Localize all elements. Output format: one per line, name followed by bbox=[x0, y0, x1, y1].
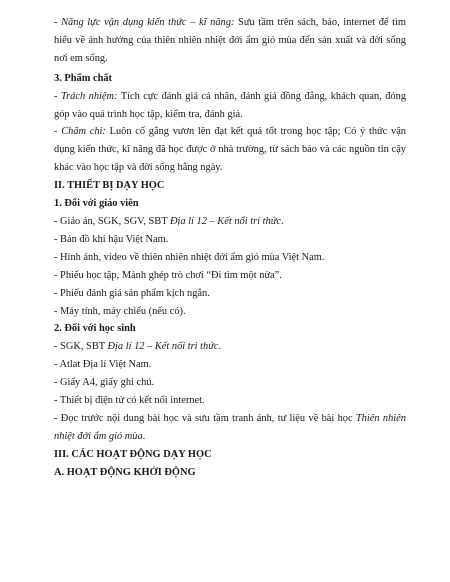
responsibility-paragraph bbox=[54, 88, 406, 124]
lesson-title: Thiên nhiên nhiệt đới ẩm gió mùa bbox=[54, 412, 406, 442]
bullet-dash: - bbox=[54, 17, 62, 28]
student-item-3: - Giấy A4, giấy ghi chú. bbox=[54, 377, 155, 389]
student-item-4: - Thiết bị điện tử có kết nối internet. bbox=[54, 395, 205, 407]
section-heading-qualities: 3. Phẩm chất bbox=[54, 72, 113, 84]
student-item-1: - SGK, SBT Địa lí 12 – Kết nối tri thức. bbox=[54, 341, 222, 353]
competency-paragraph bbox=[54, 14, 406, 68]
competency-label: Năng lực vận dụng kiến thức – kĩ năng: bbox=[61, 17, 235, 28]
teacher-item-2: - Bản đồ khí hậu Việt Nam. bbox=[54, 233, 169, 245]
responsibility-text: Tích cực đánh giá cá nhân, đánh giá đồng đẳng, khách quan, đóng góp vào quá trình học tập, kiểm tra, đánh giá. bbox=[54, 90, 407, 120]
subheading-teacher: 1. Đối với giáo viên bbox=[54, 198, 139, 210]
student-item-5: - Đọc trước nội dung bài học và sưu tầm tranh ảnh, tư liệu về bài học Thiên nhiên nhiệt đới ẩm gió mùa. bbox=[54, 412, 406, 442]
section-heading-activities: III. CÁC HOẠT ĐỘNG DẠY HỌC bbox=[54, 448, 212, 460]
subheading-warmup: A. HOẠT ĐỘNG KHỞI ĐỘNG bbox=[54, 466, 196, 478]
teacher-item-4: - Phiếu học tập, Mảnh ghép trò chơi “Đi tìm một nửa”. bbox=[54, 269, 282, 281]
book-title: Địa lí 12 – Kết nối tri thức bbox=[169, 215, 281, 227]
diligence-paragraph bbox=[54, 123, 406, 177]
diligence-text: Luôn cố gắng vươn lên đạt kết quả tốt trong học tập; Có ý thức vận dụng kiến thức, kĩ năng đã học được ở nhà trường, từ sách báo và các nguồn tin cậy khác vào học tập và đời sống hằng ngày. bbox=[54, 126, 407, 174]
competency-text: Sưu tầm trên sách, báo, internet để tìm hiểu về ảnh hưởng của thiên nhiên nhiệt đới ẩm gió mùa đến sản xuất và đời sống nơi em sống. bbox=[54, 17, 407, 64]
teacher-item-5: - Phiếu đánh giá sản phẩm kịch ngắn. bbox=[54, 287, 210, 299]
teacher-item-3: - Hình ảnh, video về thiên nhiên nhiệt đới ẩm gió mùa Việt Nam. bbox=[54, 251, 325, 263]
responsibility-label: Trách nhiệm: bbox=[60, 90, 118, 102]
teacher-item-6: - Máy tính, máy chiếu (nếu có). bbox=[54, 305, 186, 317]
diligence-label: Chăm chỉ: bbox=[61, 126, 106, 138]
book-title: Địa lí 12 – Kết nối tri thức bbox=[107, 341, 219, 353]
teacher-item-1: - Giáo án, SGK, SGV, SBT Địa lí 12 – Kết nối tri thức. bbox=[54, 215, 284, 227]
section-heading-equipment: II. THIẾT BỊ DẠY HỌC bbox=[54, 180, 165, 192]
bullet-dash: - bbox=[54, 126, 62, 138]
subheading-student: 2. Đối với học sinh bbox=[54, 323, 136, 335]
student-item-2: - Atlat Địa lí Việt Nam. bbox=[54, 359, 152, 371]
bullet-dash: - bbox=[54, 90, 61, 102]
